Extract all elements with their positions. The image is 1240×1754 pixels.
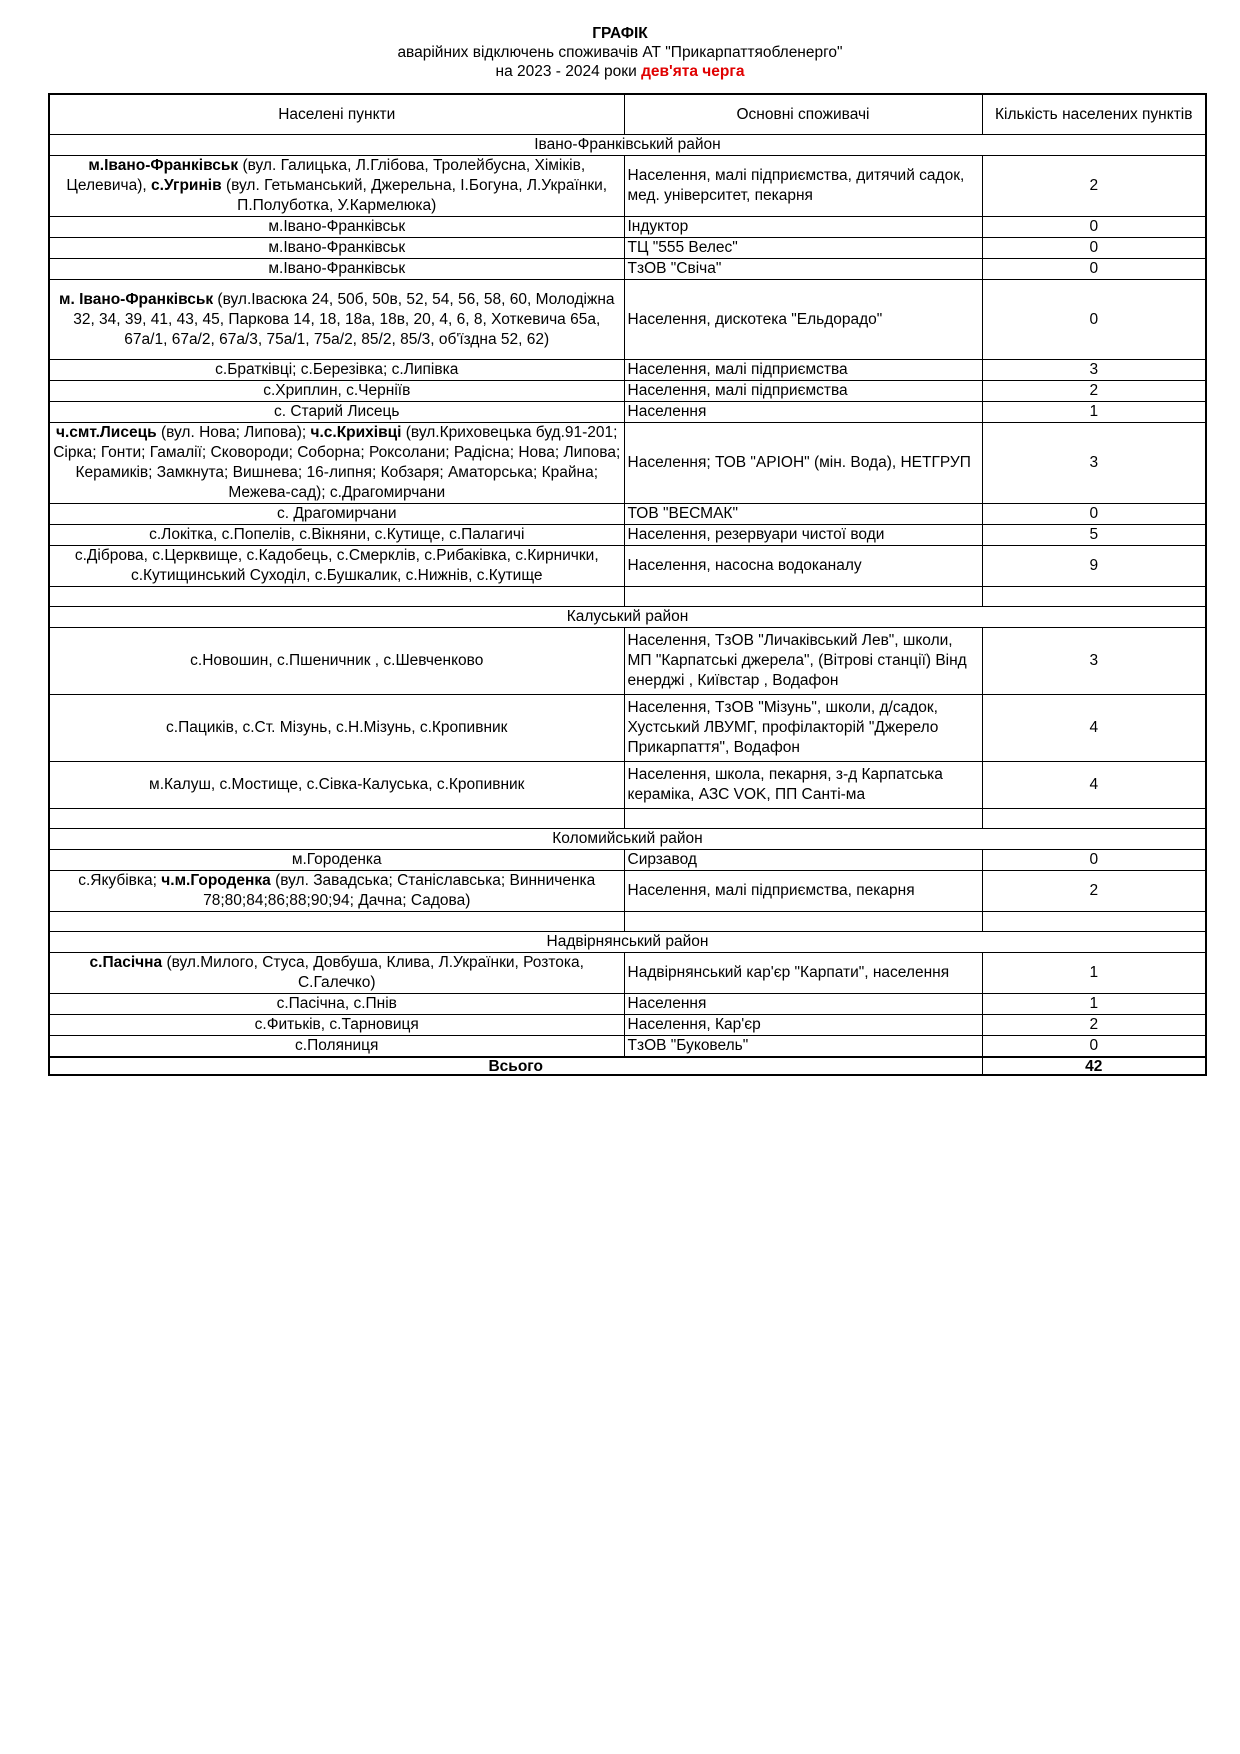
document-period-line xyxy=(0,62,1240,81)
table-row xyxy=(49,217,1206,238)
consumers-cell: Населення, малі підприємства, дитячий садок, мед. університет, пекарня xyxy=(624,156,982,217)
settlements-cell xyxy=(49,259,624,280)
settlements-cell xyxy=(49,871,624,912)
settlement-name: ч.смт.Лисець xyxy=(56,424,157,441)
table-row xyxy=(49,280,1206,360)
settlements-cell xyxy=(49,238,624,259)
table-row xyxy=(49,504,1206,525)
consumers-cell xyxy=(624,587,982,607)
settlement-name: м.Івано-Франківськ xyxy=(88,157,239,174)
table-row xyxy=(49,1036,1206,1058)
settlement-name: ч.с.Крихівці xyxy=(310,424,402,441)
settlement-details: (вул.Милого, Стуса, Довбуша, Клива, Л.Українки, Розтока, С.Галечко) xyxy=(162,954,584,991)
total-row xyxy=(49,1057,1206,1075)
settlement-count-cell: 0 xyxy=(982,850,1206,871)
settlement-details: м.Івано-Франківськ xyxy=(268,218,406,235)
table-row xyxy=(49,871,1206,912)
settlements-cell xyxy=(49,525,624,546)
consumers-cell: Населення, резервуари чистої води xyxy=(624,525,982,546)
settlement-details: м.Городенка xyxy=(291,851,382,868)
consumers-cell: ТЦ "555 Велес" xyxy=(624,238,982,259)
settlements-cell xyxy=(49,1015,624,1036)
header-consumers: Основні споживачі xyxy=(624,94,982,135)
settlement-count-cell xyxy=(982,809,1206,829)
settlements-cell xyxy=(49,381,624,402)
settlements-cell xyxy=(49,156,624,217)
table-row xyxy=(49,238,1206,259)
consumers-cell: Населення, ТзОВ "Мізунь", школи, д/садок, Хустський ЛВУМГ, профілакторій "Джерело Прикарпаття", Водафон xyxy=(624,695,982,762)
table-row xyxy=(49,423,1206,504)
settlement-count-cell: 3 xyxy=(982,360,1206,381)
settlement-details: (вул. Нова; Липова); xyxy=(156,424,311,441)
table-row xyxy=(49,525,1206,546)
consumers-cell: Населення, насосна водоканалу xyxy=(624,546,982,587)
settlement-count-cell: 3 xyxy=(982,628,1206,695)
consumers-cell: Надвірнянський кар'єр "Карпати", населення xyxy=(624,953,982,994)
settlements-cell xyxy=(49,360,624,381)
settlements-cell xyxy=(49,280,624,360)
settlement-count-cell: 0 xyxy=(982,1036,1206,1058)
settlement-count-cell: 2 xyxy=(982,156,1206,217)
settlements-cell xyxy=(49,809,624,829)
header-settlements: Населені пункти xyxy=(49,94,624,135)
settlements-cell xyxy=(49,912,624,932)
consumers-cell: Населення xyxy=(624,994,982,1015)
settlement-count-cell xyxy=(982,912,1206,932)
settlement-name: м. Івано-Франківськ xyxy=(59,290,214,308)
settlement-count-cell: 3 xyxy=(982,423,1206,504)
document-heading xyxy=(0,24,1240,81)
settlement-details: м.Калуш, с.Мостище, с.Сівка-Калуська, с.Кропивник xyxy=(149,776,525,793)
total-value: 42 xyxy=(982,1057,1206,1075)
settlement-details: с.Пациків, с.Ст. Мізунь, с.Н.Мізунь, с.Кропивник xyxy=(166,719,508,736)
settlement-details: с.Новошин, с.Пшеничник , с.Шевченково xyxy=(190,652,484,669)
settlements-cell xyxy=(49,953,624,994)
consumers-cell: Населення, малі підприємства xyxy=(624,381,982,402)
settlement-details: с. Старий Лисець xyxy=(274,403,400,420)
settlement-details: (вул. Гетьманський, Джерельна, І.Богуна, Л.Українки, П.Полуботка, У.Кармелюка) xyxy=(221,177,608,214)
settlement-details: с.Поляниця xyxy=(295,1037,379,1054)
settlement-count-cell: 2 xyxy=(982,1015,1206,1036)
table-row xyxy=(49,360,1206,381)
consumers-cell: Населення; ТОВ "АРІОН" (мін. Вода), НЕТГРУП xyxy=(624,423,982,504)
settlement-name: ч.м.Городенка xyxy=(161,872,271,889)
header-settlement-count: Кількість населених пунктів xyxy=(982,94,1206,135)
consumers-cell: Населення, малі підприємства xyxy=(624,360,982,381)
consumers-cell: Населення, ТзОВ "Личаківський Лев", школи, МП "Карпатські джерела", (Вітрові станції) Вінд енерджі , Київстар , Водафон xyxy=(624,628,982,695)
table-row xyxy=(49,850,1206,871)
outage-schedule-table xyxy=(48,93,1207,1076)
consumers-cell: Індуктор xyxy=(624,217,982,238)
settlements-cell xyxy=(49,504,624,525)
table-row xyxy=(49,546,1206,587)
settlement-details: с. Драгомирчани xyxy=(276,505,397,522)
settlement-count-cell: 1 xyxy=(982,402,1206,423)
district-name: Калуський район xyxy=(49,607,1206,628)
settlement-count-cell: 4 xyxy=(982,762,1206,809)
table-row xyxy=(49,1015,1206,1036)
settlement-count-cell: 0 xyxy=(982,259,1206,280)
settlements-cell xyxy=(49,546,624,587)
settlements-cell xyxy=(49,762,624,809)
consumers-cell: Населення, малі підприємства, пекарня xyxy=(624,871,982,912)
settlements-cell xyxy=(49,402,624,423)
table-row xyxy=(49,402,1206,423)
settlement-details: (вул. Галицька, Л.Глібова, Тролейбусна, Хіміків, Целевича), xyxy=(66,157,586,194)
settlement-details: с.Якубівка; xyxy=(78,872,162,889)
document-period: на 2023 - 2024 роки xyxy=(495,63,637,80)
district-row xyxy=(49,932,1206,953)
table-row xyxy=(49,994,1206,1015)
settlement-details: с.Братківці; с.Березівка; с.Липівка xyxy=(215,361,459,378)
settlement-details: с.Пасічна, с.Пнів xyxy=(276,995,397,1012)
settlements-cell xyxy=(49,217,624,238)
settlement-details: м.Івано-Франківськ xyxy=(268,260,406,277)
settlement-details: (вул.Івасюка 24, 50б, 50в, 52, 54, 56, 58, 60, Молодіжна 32, 34, 39, 41, 43, 45, Паркова 14, 18, 18а, 18в, 20, 4, 6, 8, Хоткевича 65а, 67а/1, 67а/2, 67а/3, 75а/1, 75а/2, 85/2, 85/3, об'їздна 52, 62) xyxy=(73,290,615,348)
table-row xyxy=(49,628,1206,695)
settlement-details: с.Фитьків, с.Тарновиця xyxy=(254,1016,419,1033)
total-label: Всього xyxy=(49,1057,982,1075)
settlement-count-cell: 2 xyxy=(982,871,1206,912)
settlement-name: с.Угринів xyxy=(151,177,222,194)
district-row xyxy=(49,135,1206,156)
settlement-count-cell: 1 xyxy=(982,953,1206,994)
consumers-cell: Населення, Кар'єр xyxy=(624,1015,982,1036)
settlement-count-cell: 1 xyxy=(982,994,1206,1015)
settlements-cell xyxy=(49,695,624,762)
settlement-details: с.Локітка, с.Попелів, с.Вікняни, с.Кутище, с.Палагичі xyxy=(149,526,525,543)
consumers-cell: Населення, дискотека "Ельдорадо" xyxy=(624,280,982,360)
settlements-cell xyxy=(49,628,624,695)
settlement-count-cell: 0 xyxy=(982,238,1206,259)
consumers-cell: Населення, школа, пекарня, з-д Карпатська кераміка, АЗС VOK, ПП Санті-ма xyxy=(624,762,982,809)
settlement-count-cell: 4 xyxy=(982,695,1206,762)
empty-row xyxy=(49,587,1206,607)
consumers-cell: Населення xyxy=(624,402,982,423)
consumers-cell xyxy=(624,912,982,932)
settlements-cell xyxy=(49,994,624,1015)
consumers-cell xyxy=(624,809,982,829)
district-name: Івано-Франківський район xyxy=(49,135,1206,156)
settlement-count-cell xyxy=(982,587,1206,607)
settlement-details: м.Івано-Франківськ xyxy=(268,239,406,256)
consumers-cell: Сирзавод xyxy=(624,850,982,871)
queue-label: дев'ята черга xyxy=(641,63,745,80)
table-header-row xyxy=(49,94,1206,135)
empty-row xyxy=(49,912,1206,932)
document-title: ГРАФІК xyxy=(592,25,648,42)
settlement-count-cell: 0 xyxy=(982,217,1206,238)
settlement-count-cell: 0 xyxy=(982,280,1206,360)
table-row xyxy=(49,156,1206,217)
district-row xyxy=(49,607,1206,628)
settlements-cell xyxy=(49,1036,624,1058)
district-name: Надвірнянський район xyxy=(49,932,1206,953)
settlements-cell xyxy=(49,423,624,504)
document-subtitle: аварійних відключень споживачів АТ "Прикарпаттяобленерго" xyxy=(397,44,843,61)
settlement-count-cell: 9 xyxy=(982,546,1206,587)
district-row xyxy=(49,829,1206,850)
settlement-details: (вул.Криховецька буд.91-201; Сірка; Гонти; Гамалії; Сковороди; Соборна; Роксолани; Радісна; Нова; Липова; Керамиків; Замкнута; Вишнева; 16-липня; Кобзаря; Аматорська; Крайна; Межева-сад); с.Драгомирчани xyxy=(53,424,621,501)
settlement-details: (вул. Завадська; Станіславська; Винниченка 78;80;84;86;88;90;94; Дачна; Садова) xyxy=(203,872,596,909)
settlement-count-cell: 2 xyxy=(982,381,1206,402)
table-row xyxy=(49,762,1206,809)
consumers-cell: ТзОВ "Буковель" xyxy=(624,1036,982,1058)
table-row xyxy=(49,259,1206,280)
settlement-details: с.Діброва, с.Церквище, с.Кадобець, с.Смерклів, с.Рибаківка, с.Кирнички, с.Кутищинський Суходіл, с.Бушкалик, с.Нижнів, с.Кутище xyxy=(74,547,599,584)
consumers-cell: ТзОВ "Свіча" xyxy=(624,259,982,280)
table-row xyxy=(49,953,1206,994)
settlement-count-cell: 0 xyxy=(982,504,1206,525)
table-row xyxy=(49,381,1206,402)
settlements-cell xyxy=(49,850,624,871)
settlement-name: с.Пасічна xyxy=(89,954,163,971)
settlement-count-cell: 5 xyxy=(982,525,1206,546)
table-body xyxy=(49,135,1206,1058)
consumers-cell: ТОВ "ВЕСМАК" xyxy=(624,504,982,525)
empty-row xyxy=(49,809,1206,829)
table-row xyxy=(49,695,1206,762)
district-name: Коломийський район xyxy=(49,829,1206,850)
settlement-details: с.Хриплин, с.Черніїв xyxy=(263,382,411,399)
settlements-cell xyxy=(49,587,624,607)
